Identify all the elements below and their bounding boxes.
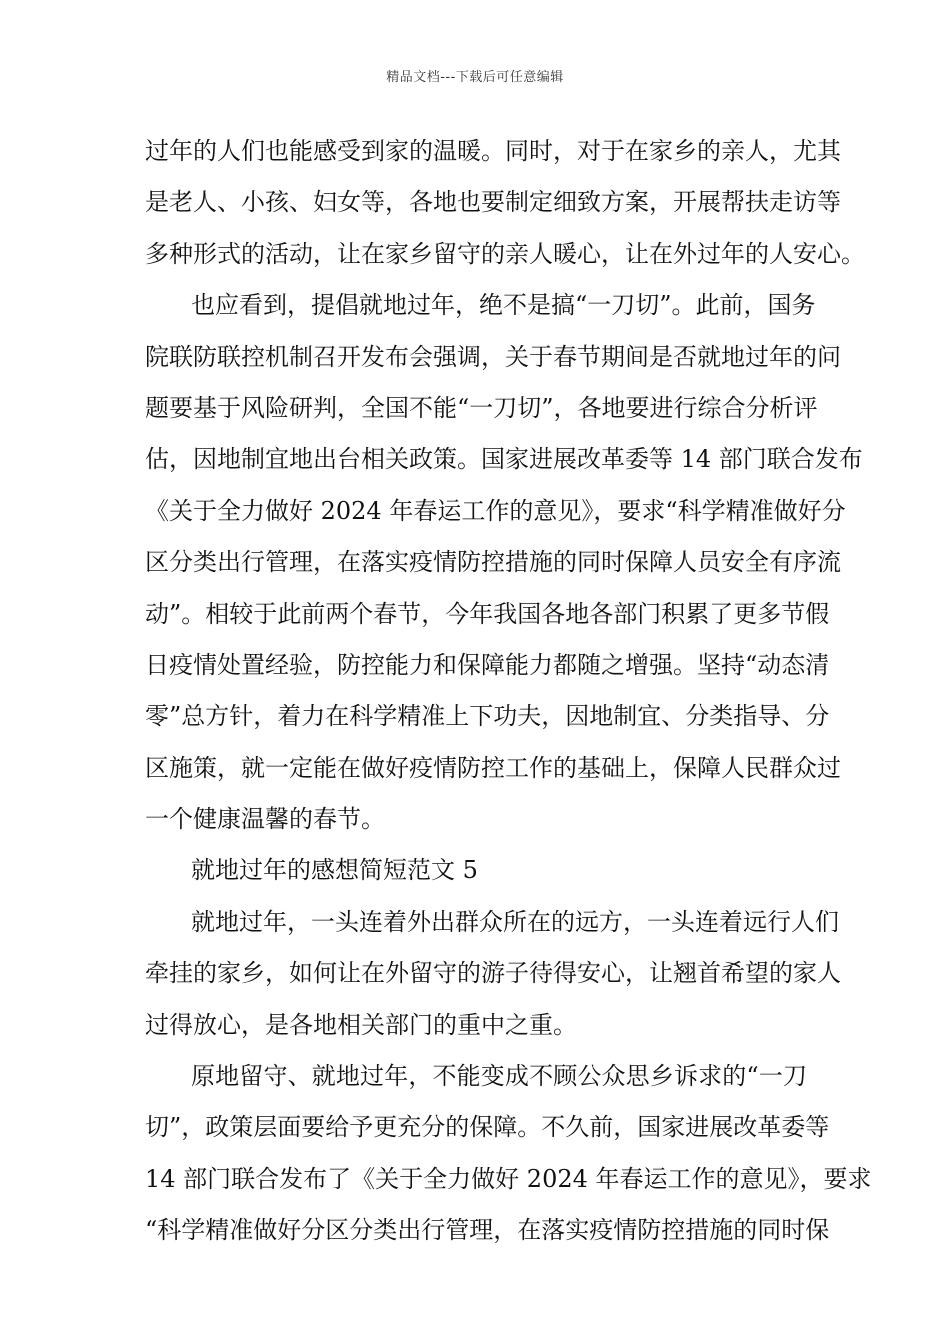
text-line: 切”，政策层面要给予更充分的保障。不久前，国家进展改革委等 bbox=[145, 1113, 830, 1142]
text-line: 题要基于风险研判，全国不能“一刀切”，各地要进行综合分析评 bbox=[145, 393, 818, 422]
text-line: 一个健康温馨的春节。 bbox=[145, 805, 385, 834]
paragraph-start-line: 原地留守、就地过年，不能变成不顾公众思乡诉求的“一刀 bbox=[191, 1062, 807, 1091]
text-line: 14 部门联合发布了《关于全力做好 2024 年春运工作的意见》，要求 bbox=[145, 1164, 872, 1193]
text-line: 区施策，就一定能在做好疫情防控工作的基础上，保障人民群众过 bbox=[145, 753, 841, 782]
text-line: 多种形式的活动，让在家乡留守的亲人暖心，让在外过年的人安心。 bbox=[145, 239, 865, 268]
text-line: 日疫情处置经验，防控能力和保障能力都随之增强。坚持“动态清 bbox=[145, 650, 830, 679]
text-line: 零”总方针，着力在科学精准上下功夫，因地制宜、分类指导、分 bbox=[145, 702, 830, 731]
text-line: 估，因地制宜地出台相关政策。国家进展改革委等 14 部门联合发布 bbox=[145, 445, 863, 474]
text-line: 院联防联控机制召开发布会强调，关于春节期间是否就地过年的问 bbox=[145, 342, 841, 371]
section-heading: 就地过年的感想简短范文 5 bbox=[191, 856, 478, 885]
paragraph-start-line: 就地过年，一头连着外出群众所在的远方，一头连着远行人们 bbox=[191, 907, 839, 936]
header-note: 精品文档---下载后可任意编辑 bbox=[386, 70, 564, 85]
paragraph-start-line: 也应看到，提倡就地过年，绝不是搞“一刀切”。此前，国务 bbox=[191, 291, 816, 320]
text-line: 是老人、小孩、妇女等，各地也要制定细致方案，开展帮扶走访等 bbox=[145, 188, 841, 217]
text-line: 过得放心，是各地相关部门的重中之重。 bbox=[145, 1010, 577, 1039]
text-line: 动”。相较于此前两个春节，今年我国各地各部门积累了更多节假 bbox=[145, 599, 830, 628]
body-text bbox=[145, 126, 872, 1257]
text-line: 《关于全力做好 2024 年春运工作的意见》，要求“科学精准做好分 bbox=[145, 496, 846, 525]
text-line: 牵挂的家乡，如何让在外留守的游子待得安心，让翘首希望的家人 bbox=[145, 959, 841, 988]
text-line: “科学精准做好分区分类出行管理，在落实疫情防控措施的同时保 bbox=[145, 1216, 830, 1245]
text-line: 过年的人们也能感受到家的温暖。同时，对于在家乡的亲人，尤其 bbox=[145, 137, 841, 165]
text-line: 区分类出行管理，在落实疫情防控措施的同时保障人员安全有序流 bbox=[145, 548, 841, 577]
